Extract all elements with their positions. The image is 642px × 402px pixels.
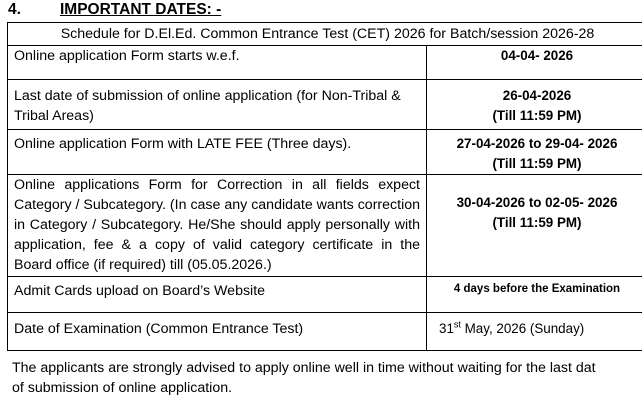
time-value: (Till 11:59 PM): [492, 156, 582, 171]
date-cell: [427, 46, 642, 80]
section-title: IMPORTANT DATES: -: [60, 1, 222, 18]
event-cell: Online applications Form for Correction in all fields expect Category / Subcategory. (In case any candidate wants correction in Category / Subcategory. He/She should apply personally with application, fee & a copy of valid category certificate in the Board office (if required) till (05.05.2026.): [8, 175, 427, 277]
section-heading: [8, 1, 221, 19]
exam-day: 31: [439, 321, 454, 336]
table-row: [8, 80, 642, 130]
event-cell: Last date of submission of online application (for Non-Tribal & Tribal Areas): [8, 80, 427, 130]
table-row: [8, 130, 642, 175]
time-value: (Till 11:59 PM): [492, 215, 582, 230]
date-value: 26-04-2026: [502, 88, 572, 103]
date-value: 30-04-2026 to 02-05- 2026: [456, 195, 618, 210]
advisory-line: of submission of online application.: [12, 380, 233, 396]
date-cell: [427, 130, 642, 175]
time-value: (Till 11:59 PM): [492, 108, 582, 123]
event-cell: Admit Cards upload on Board’s Website: [8, 277, 427, 313]
date-cell: [427, 313, 642, 351]
date-value: 27-04-2026 to 29-04- 2026: [456, 136, 618, 151]
table-row: [8, 46, 642, 80]
event-cell: Online application Form with LATE FEE (Three days).: [8, 130, 427, 175]
table-row: [8, 175, 642, 277]
table-row: [8, 313, 642, 351]
section-number: 4.: [8, 1, 21, 18]
advisory-line: The applicants are strongly advised to apply online well in time without waiting for the last dat: [12, 360, 596, 376]
date-value: 4 days before the Examination: [453, 283, 621, 295]
table-header-row: [8, 23, 642, 46]
exam-date-rest: May, 2026 (Sunday): [460, 321, 585, 336]
date-cell: [427, 277, 642, 313]
advisory-note: [12, 358, 642, 398]
important-dates-table: [7, 22, 642, 351]
date-cell: [427, 80, 642, 130]
date-cell: [427, 175, 642, 277]
event-cell: Online application Form starts w.e.f.: [8, 46, 427, 80]
table-row: [8, 277, 642, 313]
exam-day-suffix: st: [453, 319, 461, 330]
event-cell: Date of Examination (Common Entrance Test): [8, 313, 427, 351]
date-value: 04-04- 2026: [500, 48, 574, 63]
table-header: Schedule for D.El.Ed. Common Entrance Test (CET) 2026 for Batch/session 2026-28: [8, 23, 642, 46]
